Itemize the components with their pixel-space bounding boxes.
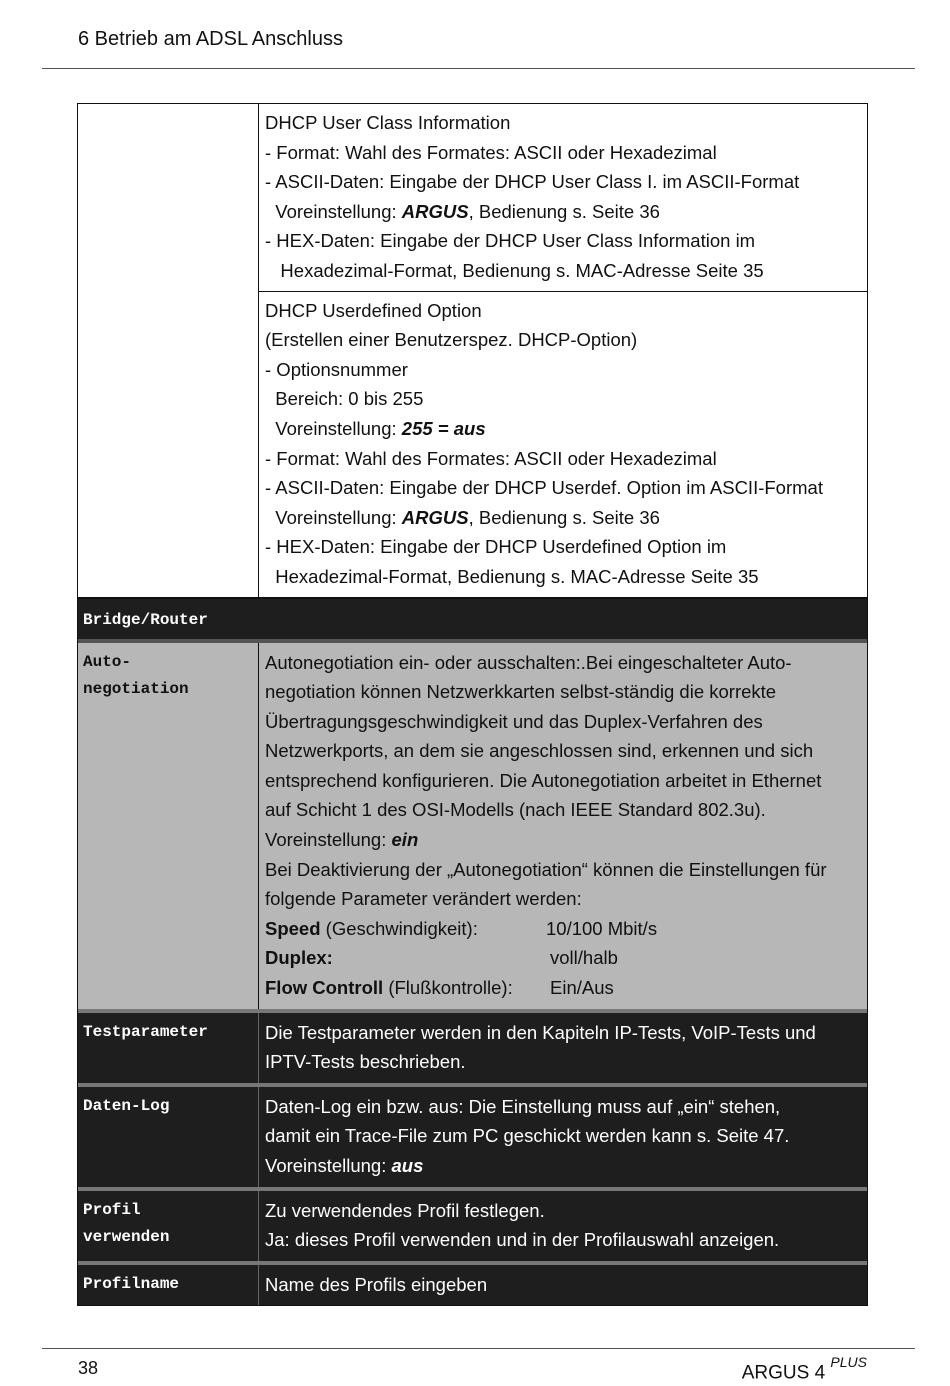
default-value: ein (391, 829, 419, 851)
page-number: 38 (78, 1358, 99, 1378)
default-value: aus (391, 1155, 424, 1176)
param-label: Testparameter (83, 1022, 208, 1041)
param-label: Daten-Log (83, 1096, 170, 1115)
duplex-value: voll/halb (550, 947, 618, 969)
param-description-cell (259, 1087, 867, 1187)
text-line: DHCP User Class Information (265, 112, 511, 133)
section-title: Bridge/Router (83, 610, 208, 629)
text-line: damit ein Trace-File zum PC geschickt werden kann s. Seite 47. (265, 1125, 790, 1147)
text-line: Hexadezimal-Format, Bedienung s. MAC-Adresse Seite 35 (265, 565, 759, 587)
table-row-profil-verwenden (78, 1187, 867, 1261)
dhcp-userdefined-block (259, 292, 867, 597)
empty-label-cell (78, 104, 259, 597)
param-label-cell (78, 1191, 259, 1261)
default-suffix: , Bedienung s. Seite 36 (468, 506, 660, 528)
text-line (265, 825, 861, 855)
default-prefix: Voreinstellung: (265, 417, 402, 439)
text-line (265, 503, 861, 533)
speed-value: 10/100 Mbit/s (546, 917, 658, 939)
param-description-cell (259, 643, 867, 1009)
duplex-line (265, 943, 861, 973)
text-line: - Format: Wahl des Formates: ASCII oder Hexadezimal (265, 141, 717, 163)
param-description-cell (259, 1265, 867, 1306)
param-label: Profil (83, 1200, 141, 1219)
text-line: Bei Deaktivierung der „Autonegotiation“ können die Einstellungen für (265, 858, 827, 880)
text-line: Ja: dieses Profil verwenden und in der Profilauswahl anzeigen. (265, 1229, 780, 1251)
text-line (265, 414, 861, 444)
flow-line (265, 973, 861, 1003)
section-header-bridge-router (78, 597, 867, 639)
text-line: DHCP Userdefined Option (265, 299, 482, 321)
dhcp-user-class-block (259, 104, 867, 292)
page-header-title: 6 Betrieb am ADSL Anschluss (78, 28, 343, 50)
default-value: ARGUS (401, 506, 469, 528)
text-line: Netzwerkports, an dem sie angeschlossen sind, erkennen und sich (265, 740, 814, 762)
text-line: - HEX-Daten: Eingabe der DHCP Userdefined Option im (265, 536, 727, 558)
param-description-cell (259, 1191, 867, 1261)
default-suffix: , Bedienung s. Seite 36 (468, 200, 660, 222)
text-line: auf Schicht 1 des OSI-Modells (nach IEEE Standard 802.3u). (265, 799, 766, 821)
table-row-dhcp (78, 104, 867, 597)
text-line: Hexadezimal-Format, Bedienung s. MAC-Adresse Seite 35 (265, 259, 764, 281)
flow-label-rest: (Flußkontrolle): (383, 977, 513, 999)
text-line: - ASCII-Daten: Eingabe der DHCP User Class I. im ASCII-Format (265, 171, 800, 193)
table-row-testparameter (78, 1009, 867, 1083)
param-label-cell (78, 1265, 259, 1306)
text-line: folgende Parameter verändert werden: (265, 888, 582, 910)
text-line: negotiation können Netzwerkkarten selbst-ständig die korrekte (265, 681, 777, 703)
param-label-cell (78, 1013, 259, 1083)
default-prefix: Voreinstellung: (265, 200, 402, 222)
text-line: - ASCII-Daten: Eingabe der DHCP Userdef. Option im ASCII-Format (265, 477, 823, 499)
default-prefix: Voreinstellung: (265, 829, 392, 851)
table-row-datenlog (78, 1083, 867, 1187)
text-line: (Erstellen einer Benutzerspez. DHCP-Option) (265, 329, 638, 351)
text-line (265, 197, 861, 227)
speed-label-rest: (Geschwindigkeit): (320, 917, 478, 939)
text-line: Daten-Log ein bzw. aus: Die Einstellung muss auf „ein“ stehen, (265, 1095, 781, 1117)
text-line: - HEX-Daten: Eingabe der DHCP User Class Information im (265, 230, 756, 252)
text-line: Übertragungsgeschwindigkeit und das Duplex-Verfahren des (265, 710, 763, 732)
param-label: Profilname (83, 1274, 180, 1293)
text-line (265, 1151, 861, 1181)
text-line: Name des Profils eingeben (265, 1273, 488, 1295)
flow-value: Ein/Aus (550, 977, 614, 999)
product-superscript: PLUS (830, 1354, 867, 1370)
flow-label: Flow Controll (265, 977, 384, 999)
param-label: Auto- (83, 652, 132, 671)
param-label: verwenden (83, 1227, 170, 1246)
text-line: - Format: Wahl des Formates: ASCII oder Hexadezimal (265, 447, 717, 469)
table-row-autonegotiation (78, 639, 867, 1009)
param-description-cell (259, 1013, 867, 1083)
text-line: Autonegotiation ein- oder ausschalten:.Bei eingeschalteter Auto- (265, 651, 792, 673)
text-line: Die Testparameter werden in den Kapiteln IP-Tests, VoIP-Tests und (265, 1021, 816, 1043)
text-line: IPTV-Tests beschrieben. (265, 1051, 466, 1073)
param-label: negotiation (83, 679, 189, 698)
speed-line (265, 914, 861, 944)
header-rule (42, 68, 915, 69)
dhcp-description-cell (259, 104, 867, 597)
product-name (741, 1354, 867, 1384)
product-label: ARGUS 4 (741, 1362, 826, 1384)
param-label-cell (78, 1087, 259, 1187)
speed-label: Speed (265, 917, 321, 939)
footer-rule (42, 1348, 915, 1349)
default-prefix: Voreinstellung: (265, 1155, 392, 1176)
text-line: entsprechend konfigurieren. Die Autonegotiation arbeitet in Ethernet (265, 769, 822, 791)
param-label-cell (78, 643, 259, 1009)
parameter-table (77, 103, 868, 1306)
default-value: ARGUS (401, 200, 469, 222)
text-line: Zu verwendendes Profil festlegen. (265, 1199, 545, 1221)
text-line: Bereich: 0 bis 255 (265, 388, 424, 410)
text-line: - Optionsnummer (265, 358, 408, 380)
default-value: 255 = aus (401, 417, 486, 439)
duplex-label: Duplex: (265, 947, 333, 969)
default-prefix: Voreinstellung: (265, 506, 402, 528)
table-row-profilname (78, 1261, 867, 1306)
